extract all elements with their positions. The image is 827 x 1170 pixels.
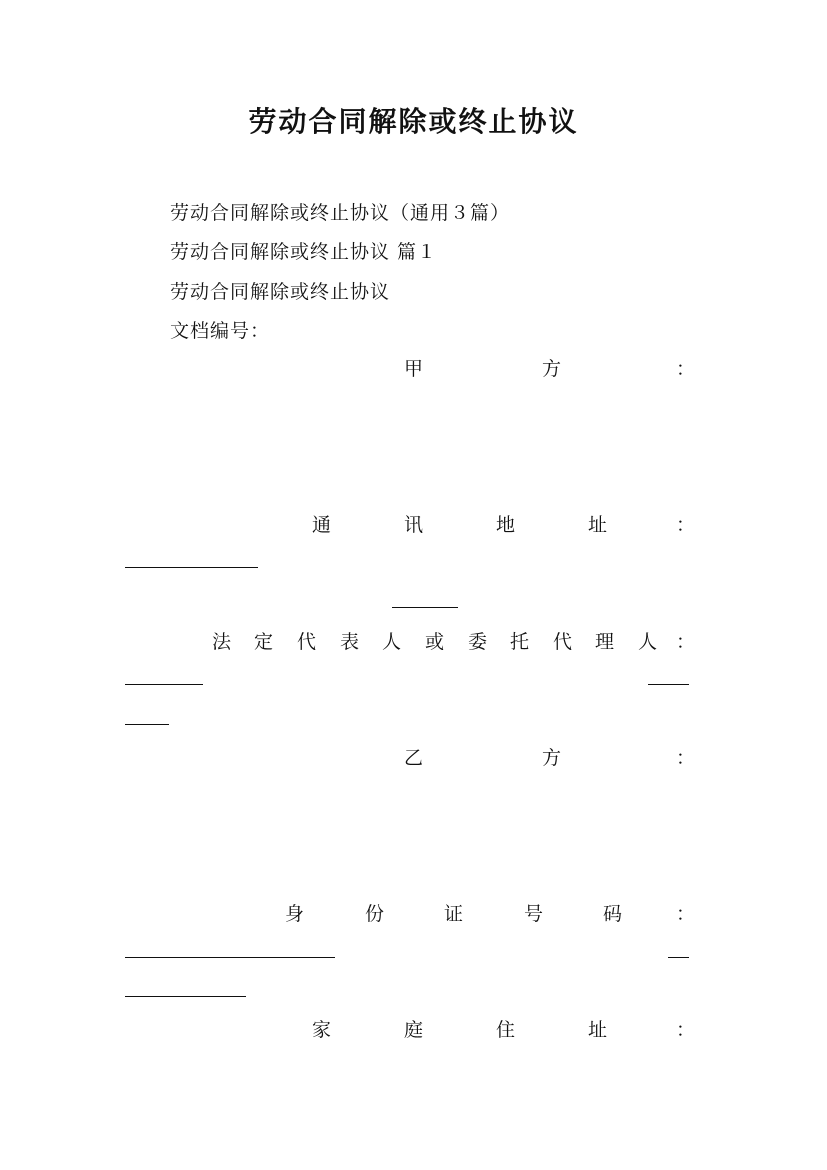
representative-char-7: 委: [468, 631, 488, 653]
id-number-blank-line-2: [668, 957, 689, 958]
home-address-colon: ：: [676, 1019, 696, 1041]
home-address-char-1: 家: [312, 1019, 332, 1041]
address-char-3: 地: [496, 514, 516, 536]
representative-char-8: 托: [510, 631, 530, 653]
party-b-char-2: 方: [542, 747, 562, 769]
document-number-label: 文档编号：: [170, 320, 271, 342]
address-blank-line: [125, 567, 258, 568]
id-number-blank-line-1: [125, 957, 335, 958]
party-a-colon: ：: [676, 358, 696, 380]
address-char-1: 通: [312, 514, 332, 536]
party-b-colon: ：: [676, 747, 696, 769]
representative-blank-line-1: [125, 684, 203, 685]
representative-blank-line-2: [648, 684, 689, 685]
representative-char-1: 法: [212, 631, 232, 653]
representative-char-2: 定: [254, 631, 274, 653]
document-title: 劳动合同解除或终止协议: [248, 105, 579, 138]
party-a-char-1: 甲: [404, 358, 424, 380]
party-b-char-1: 乙: [404, 747, 424, 769]
home-address-char-3: 住: [496, 1019, 516, 1041]
intro-line-3: 劳动合同解除或终止协议: [170, 281, 391, 303]
address-char-4: 址: [588, 514, 608, 536]
representative-char-5: 人: [382, 631, 402, 653]
representative-colon: ：: [676, 631, 696, 653]
id-number-char-4: 号: [524, 903, 544, 925]
intro-line-2: 劳动合同解除或终止协议 篇１: [170, 241, 438, 263]
party-a-char-2: 方: [542, 358, 562, 380]
home-address-char-2: 庭: [404, 1019, 424, 1041]
representative-char-6: 或: [425, 631, 445, 653]
address-char-2: 讯: [404, 514, 424, 536]
intro-line-1: 劳动合同解除或终止协议（通用３篇）: [170, 202, 511, 224]
id-number-char-2: 份: [365, 903, 385, 925]
id-number-char-5: 码: [603, 903, 623, 925]
representative-char-10: 理: [595, 631, 615, 653]
representative-char-3: 代: [297, 631, 317, 653]
representative-blank-line-3: [125, 724, 169, 725]
id-number-char-1: 身: [285, 903, 305, 925]
representative-char-4: 表: [340, 631, 360, 653]
address-colon: ：: [676, 514, 696, 536]
id-number-colon: ：: [676, 903, 696, 925]
blank-line: [392, 607, 458, 608]
home-address-char-4: 址: [588, 1019, 608, 1041]
representative-char-9: 代: [553, 631, 573, 653]
id-number-blank-line-3: [125, 996, 246, 997]
id-number-char-3: 证: [444, 903, 464, 925]
representative-char-11: 人: [638, 631, 658, 653]
